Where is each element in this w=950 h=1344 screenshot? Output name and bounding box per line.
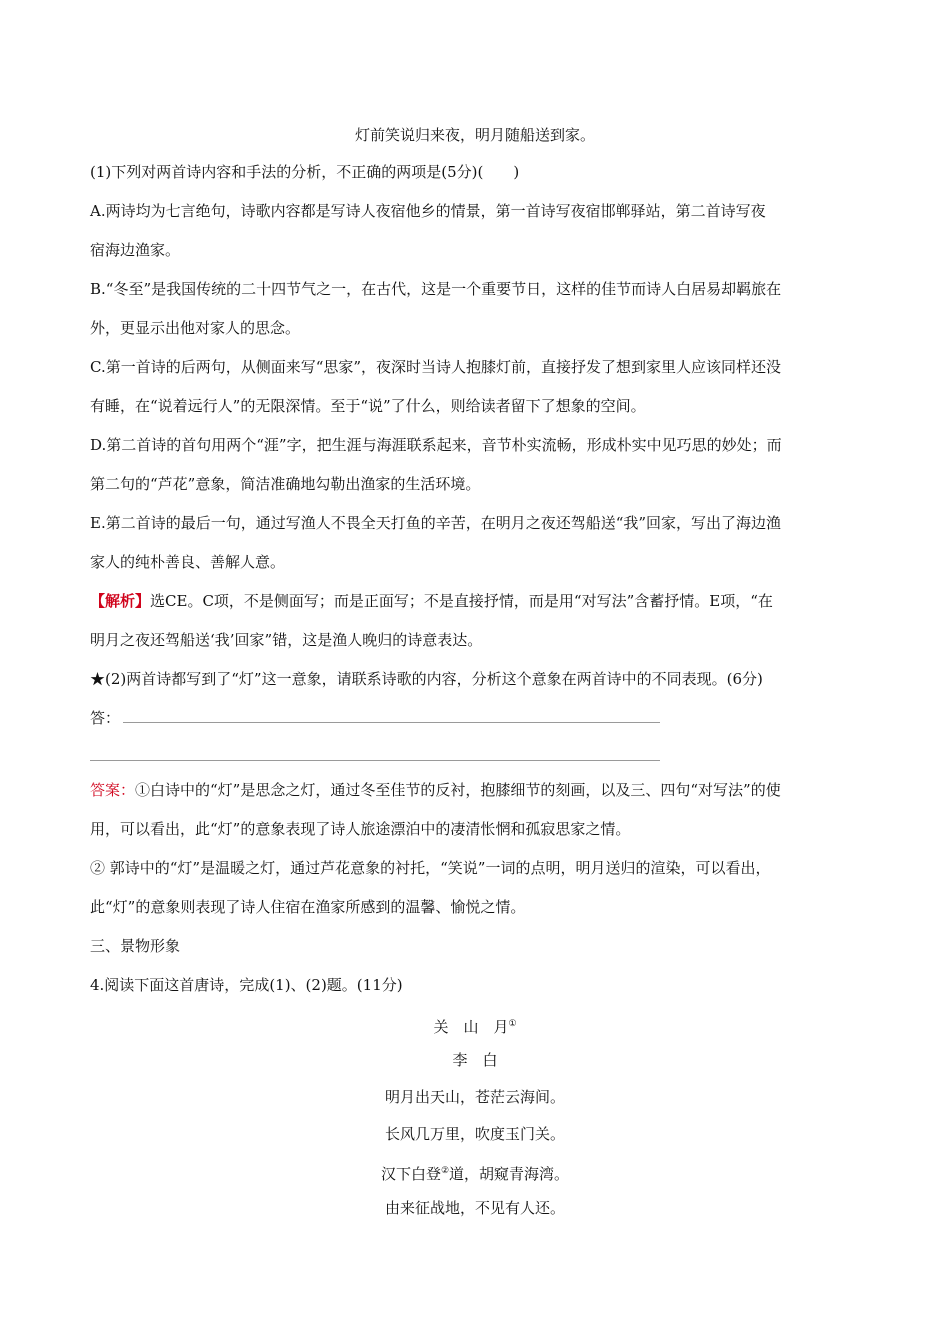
option-e-line2: 家人的纯朴善良、善解人意。 (90, 553, 286, 571)
poem-line-1: 明月出天山，苍茫云海间。 (384, 1088, 565, 1106)
answer-label: 答案： (90, 781, 136, 799)
option-e-line1: E.第二首诗的最后一句，通过写渔人不畏全天打鱼的辛苦，在明月之夜还驾船送“我”回家，写出了海边渔 (90, 514, 782, 532)
poem-title-text: 关 山 月 (433, 1018, 509, 1036)
answer-2-line2: 此“灯”的意象则表现了诗人住宿在渔家所感到的温馨、愉悦之情。 (90, 898, 526, 916)
poem-line-2: 长风几万里，吹度玉门关。 (384, 1125, 565, 1143)
poem-line-3-b: 道，胡窥青海湾。 (449, 1165, 570, 1183)
option-c-line2: 有睡，在“说着远行人”的无限深情。至于“说”了什么，则给读者留下了想象的空间。 (90, 397, 646, 415)
poem-line-3-a: 汉下白登 (380, 1165, 441, 1183)
option-a-line1: A.两诗均为七言绝句，诗歌内容都是写诗人夜宿他乡的情景，第一首诗写夜宿邯郸驿站，第二首诗写夜 (90, 202, 766, 220)
answer-blank-line-1 (123, 722, 660, 723)
poem-line-4: 由来征战地，不见有人还。 (384, 1199, 565, 1217)
analysis-line2: 明月之夜还驾船送‘我’回家”错，这是渔人晚归的诗意表达。 (90, 631, 483, 649)
answer-1-text: ①白诗中的“灯”是思念之灯，通过冬至佳节的反衬，抱膝细节的刻画，以及三、四句“对写法”的使 (135, 781, 781, 799)
poem-title (0, 1014, 950, 1037)
answer-1-line2: 用，可以看出，此“灯”的意象表现了诗人旅途漂泊中的凄清怅惘和孤寂思家之情。 (90, 820, 631, 838)
question-1-stem: (1)下列对两首诗内容和手法的分析，不正确的两项是(5分)( ) (90, 163, 520, 181)
poem-line: 灯前笑说归来夜，明月随船送到家。 (354, 126, 595, 144)
analysis-label: 【解析】 (90, 592, 151, 610)
question-2-stem: ★(2)两首诗都写到了“灯”这一意象，请联系诗歌的内容，分析这个意象在两首诗中的不同表现。(6分) (90, 670, 763, 688)
answer-blank-line-2 (90, 760, 660, 761)
question-4-stem: 4.阅读下面这首唐诗，完成(1)、(2)题。(11分) (90, 976, 403, 994)
poem-line-3-footnote: ② (440, 1166, 450, 1176)
answer-1-line1 (90, 780, 870, 800)
option-c-line1: C.第一首诗的后两句，从侧面来写“思家”，夜深时当诗人抱膝灯前，直接抒发了想到家里人应该同样还没 (90, 358, 782, 376)
option-b-line1: B.“冬至”是我国传统的二十四节气之一，在古代，这是一个重要节日，这样的佳节而诗人白居易却羁旅在 (90, 280, 782, 298)
poem-line-3 (0, 1161, 950, 1184)
option-a-line2: 宿海边渔家。 (90, 241, 181, 259)
answer-2-line1: ② 郭诗中的“灯”是温暖之灯，通过芦花意象的衬托，“笑说”一词的点明，明月送归的渲染，可以看出， (90, 859, 771, 877)
analysis-text: 选CE。C项，不是侧面写；而是正面写；不是直接抒情，而是用“对写法”含蓄抒情。E项，“在 (150, 592, 773, 610)
poem-title-footnote: ① (508, 1019, 517, 1029)
poem-author: 李 白 (452, 1051, 498, 1069)
option-b-line2: 外，更显示出他对家人的思念。 (90, 319, 301, 337)
analysis-line1 (90, 591, 870, 611)
option-d-line2: 第二句的“芦花”意象，简洁准确地勾勒出渔家的生活环境。 (90, 475, 481, 493)
answer-prompt: 答： (90, 709, 121, 727)
option-d-line1: D.第二首诗的首句用两个“涯”字，把生涯与海涯联系起来，音节朴实流畅，形成朴实中见巧思的妙处；而 (90, 436, 782, 454)
section-heading: 三、景物形象 (90, 937, 181, 955)
